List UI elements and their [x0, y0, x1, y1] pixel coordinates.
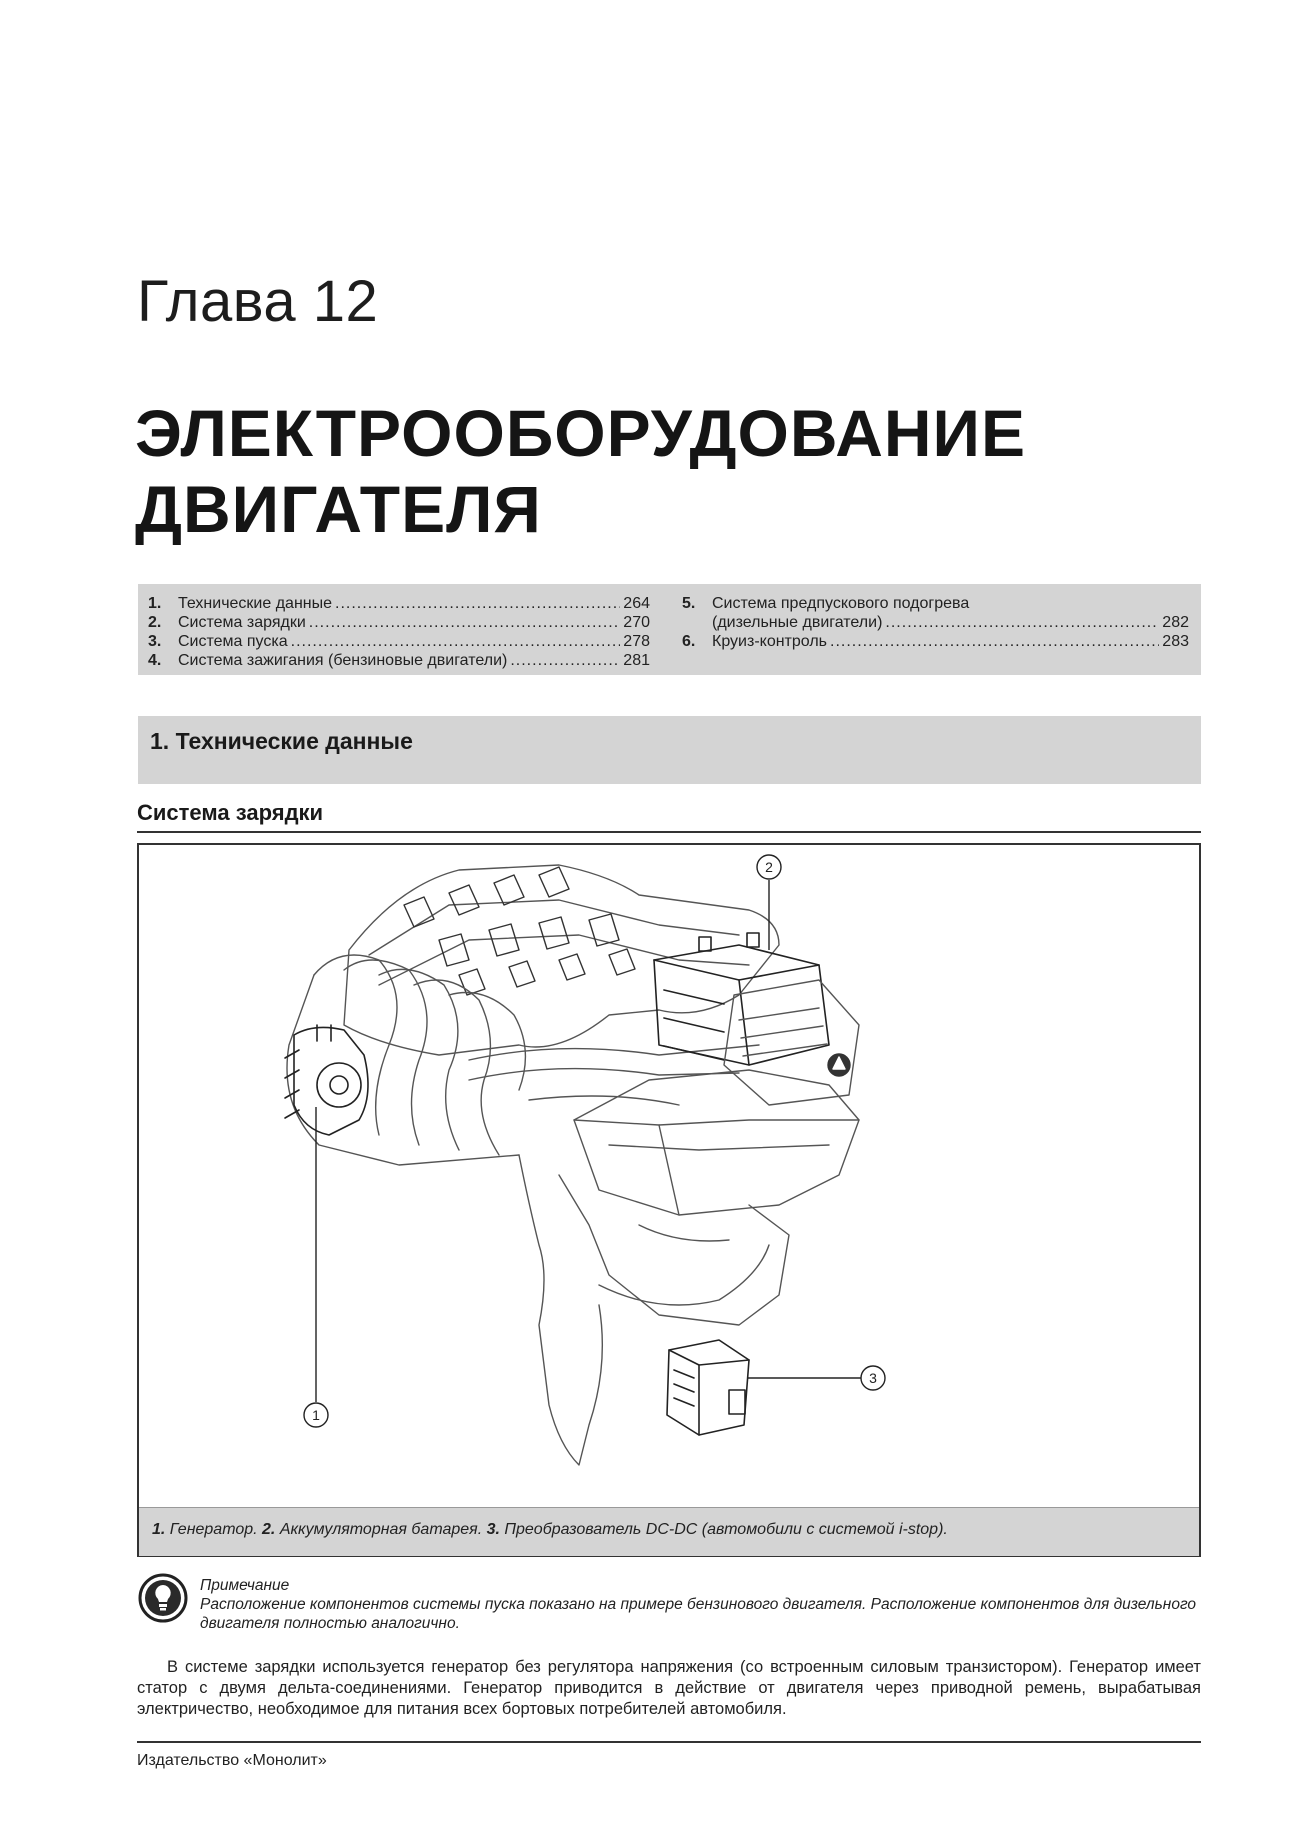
toc-item-title: Технические данные: [178, 595, 333, 612]
note-text: Расположение компонентов системы пуска показано на примере бензинового двигателя. Расположение компонентов для дизельного двигателя полностью аналогично.: [200, 1596, 1197, 1632]
callout-3: [861, 1366, 885, 1390]
toc-item-number: 2.: [148, 614, 162, 631]
toc-item-number: 3.: [148, 633, 162, 650]
toc-column-right: [682, 595, 1189, 652]
toc-item-page: 270: [623, 614, 650, 631]
toc-item[interactable]: [148, 652, 650, 671]
table-of-contents: [138, 584, 1201, 675]
caption-number: 1.: [152, 1521, 166, 1538]
chapter-label: Глава 12: [137, 269, 379, 334]
figure-caption: [139, 1507, 1199, 1556]
callout-number: 2: [765, 859, 773, 875]
engine-figure: [137, 843, 1201, 1557]
toc-item-title: Система пуска: [178, 633, 288, 650]
callout-number: 3: [869, 1370, 877, 1386]
section-title-text: Технические данные: [175, 728, 413, 754]
note-label: Примечание: [200, 1577, 290, 1594]
toc-item-page: 281: [623, 652, 650, 669]
toc-item[interactable]: [148, 633, 650, 652]
subsection-title: Система зарядки: [137, 800, 324, 825]
toc-item-number: 4.: [148, 652, 162, 669]
section-title: [150, 728, 413, 755]
toc-leader-dots: [335, 595, 620, 613]
toc-leader-dots: [885, 614, 1159, 632]
section-header: [138, 716, 1201, 784]
toc-item-title: Система зарядки: [178, 614, 306, 631]
callout-1: [304, 1403, 328, 1427]
toc-item-continued[interactable]: [682, 614, 1189, 633]
body-paragraph: В системе зарядки используется генератор без регулятора напряжения (со встроенным силовым транзистором). Генератор имеет статор с двумя дельта-соединениями. Генератор приводится в действие от двигателя через приводной ремень, вырабатывая электричество, необходимое для питания всех бортовых потребителей автомобиля.: [137, 1658, 1201, 1718]
caption-number: 2.: [262, 1521, 276, 1538]
toc-item-number: 1.: [148, 595, 162, 612]
callout-number: 1: [312, 1407, 320, 1423]
toc-item-title: Система зажигания (бензиновые двигатели): [178, 652, 508, 669]
toc-item-page: 278: [623, 633, 650, 650]
footer-divider: [137, 1741, 1201, 1743]
toc-item-title: Система предпускового подогрева: [712, 595, 970, 612]
note-block: [200, 1576, 1200, 1633]
toc-leader-dots: [291, 633, 621, 651]
toc-item-page: 283: [1162, 633, 1189, 650]
caption-number: 3.: [486, 1521, 500, 1538]
toc-leader-dots: [510, 652, 620, 670]
toc-column-left: [148, 595, 650, 671]
caption-text: Генератор.: [165, 1521, 263, 1538]
chapter-title: [135, 395, 1026, 547]
subsection-divider: [137, 831, 1201, 833]
toc-item[interactable]: [682, 633, 1189, 652]
chapter-title-line: ЭЛЕКТРООБОРУДОВАНИЕ: [135, 396, 1026, 470]
section-number: 1.: [150, 728, 170, 754]
chapter-title-line: ДВИГАТЕЛЯ: [135, 472, 542, 546]
toc-item-number: 5.: [682, 595, 696, 612]
toc-item[interactable]: [682, 595, 1189, 614]
toc-item-title-cont: (дизельные двигатели): [712, 614, 883, 631]
caption-text: Аккумуляторная батарея.: [275, 1521, 487, 1538]
lightbulb-icon: [138, 1573, 188, 1623]
figure-caption-text: [152, 1521, 948, 1539]
caption-text: Преобразователь DC-DC (автомобили с системой i-stop).: [499, 1521, 948, 1538]
toc-leader-dots: [309, 614, 621, 632]
callout-2: [757, 855, 781, 879]
publisher-footer: Издательство «Монолит»: [137, 1752, 327, 1769]
toc-item[interactable]: [148, 614, 650, 633]
toc-item-title: Круиз-контроль: [712, 633, 827, 650]
toc-item-page: 282: [1162, 614, 1189, 631]
toc-item[interactable]: [148, 595, 650, 614]
toc-leader-dots: [830, 633, 1159, 651]
toc-item-page: 264: [623, 595, 650, 612]
toc-item-number: 6.: [682, 633, 696, 650]
callout-layer: [139, 845, 1199, 1507]
